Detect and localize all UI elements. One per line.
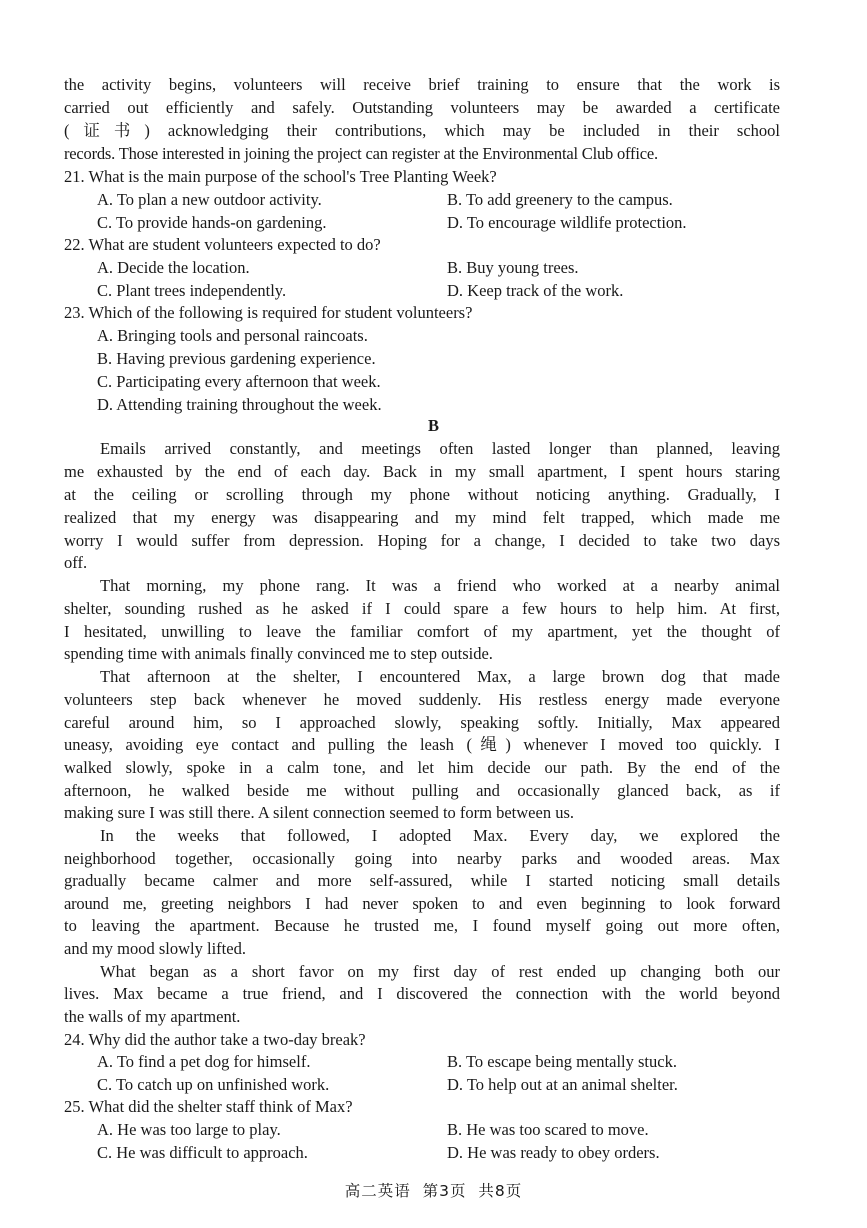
question-25-stem: 25. What did the shelter staff think of Max? [64, 1097, 353, 1116]
page-footer: 高二英语 第3页 共8页 [344, 1182, 523, 1200]
q21-option-c: C. To provide hands-on gardening. [97, 213, 327, 232]
q23-option-a: A. Bringing tools and personal raincoats. [97, 326, 368, 345]
q22-option-a: A. Decide the location. [97, 258, 250, 277]
paragraph-1-line: off. [64, 553, 88, 572]
question-22-stem: 22. What are student volunteers expected to do? [64, 235, 381, 254]
paragraph-5-line: What began as a short favor on my first day of rest ended up changing both our [100, 962, 780, 981]
q22-option-d: D. Keep track of the work. [447, 281, 624, 300]
passage-a-line: records. Those interested in joining the project can register at the Environmental Club office. [64, 144, 658, 163]
q23-option-c: C. Participating every afternoon that week. [97, 372, 381, 391]
q23-option-d: D. Attending training throughout the week. [97, 395, 382, 414]
paragraph-3-line: walked slowly, spoke in a calm tone, and let him decide our path. By the end of the [64, 758, 780, 777]
q25-option-c: C. He was difficult to approach. [97, 1143, 308, 1162]
q22-option-b: B. Buy young trees. [447, 258, 579, 277]
q25-option-b: B. He was too scared to move. [447, 1120, 649, 1139]
paragraph-2-line: shelter, sounding rushed as he asked if I could spare a few hours to help him. At first, [64, 599, 780, 618]
q21-option-d: D. To encourage wildlife protection. [447, 213, 687, 232]
question-24-stem: 24. Why did the author take a two-day break? [64, 1030, 366, 1049]
paragraph-1-line: Emails arrived constantly, and meetings often lasted longer than planned, leaving [100, 439, 780, 458]
paragraph-1-line: me exhausted by the end of each day. Back in my small apartment, I spent hours staring [64, 462, 780, 481]
paragraph-1-line: realized that my energy was disappearing and my mind felt trapped, which made me [64, 508, 780, 527]
paragraph-4-line: gradually became calmer and more self-assured, while I started noticing small details [64, 871, 780, 890]
section-b-heading: B [427, 416, 439, 435]
paragraph-4-line: around me, greeting neighbors I had never spoken to and even beginning to look forward [64, 894, 780, 913]
q25-option-d: D. He was ready to obey orders. [447, 1143, 660, 1162]
paragraph-5-line: lives. Max became a true friend, and I discovered the connection with the world beyond [64, 984, 780, 1003]
paragraph-2-line: spending time with animals finally convinced me to step outside. [64, 644, 493, 663]
paragraph-1-line: at the ceiling or scrolling through my phone without noticing anything. Gradually, I [64, 485, 780, 504]
paragraph-2-line: That morning, my phone rang. It was a friend who worked at a nearby animal [100, 576, 780, 595]
q21-option-a: A. To plan a new outdoor activity. [97, 190, 322, 209]
paragraph-3-line: making sure I was still there. A silent connection seemed to form between us. [64, 803, 575, 822]
q24-option-d: D. To help out at an animal shelter. [447, 1075, 678, 1094]
q25-option-a: A. He was too large to play. [97, 1120, 281, 1139]
paragraph-3-line: afternoon, he walked beside me without pulling and occasionally glanced back, as if [64, 781, 780, 800]
question-23-stem: 23. Which of the following is required for student volunteers? [64, 303, 473, 322]
passage-a-line: the activity begins, volunteers will receive brief training to ensure that the work is [64, 75, 780, 94]
q21-option-b: B. To add greenery to the campus. [447, 190, 673, 209]
paragraph-4-line: In the weeks that followed, I adopted Max. Every day, we explored the [100, 826, 780, 845]
question-21-stem: 21. What is the main purpose of the school's Tree Planting Week? [64, 167, 497, 186]
passage-a-line: (证书) acknowledging their contributions, which may be included in their school [64, 121, 780, 140]
passage-a-line: carried out efficiently and safely. Outstanding volunteers may be awarded a certificate [64, 98, 780, 117]
q24-option-b: B. To escape being mentally stuck. [447, 1052, 677, 1071]
paragraph-1-line: worry I would suffer from depression. Hoping for a change, I decided to take two days [64, 531, 780, 550]
paragraph-4-line: and my mood slowly lifted. [64, 939, 246, 958]
q24-option-c: C. To catch up on unfinished work. [97, 1075, 330, 1094]
paragraph-3-line: volunteers step back whenever he moved suddenly. His restless energy made everyone [64, 690, 780, 709]
paragraph-5-line: the walls of my apartment. [64, 1007, 241, 1026]
paragraph-4-line: to leaving the apartment. Because he trusted me, I found myself going out more often, [64, 916, 780, 935]
paragraph-3-line: uneasy, avoiding eye contact and pulling the leash (绳) whenever I moved too quickly. I [64, 735, 780, 754]
paragraph-4-line: neighborhood together, occasionally going into nearby parks and wooded areas. Max [64, 849, 780, 868]
q23-option-b: B. Having previous gardening experience. [97, 349, 376, 368]
paragraph-3-line: That afternoon at the shelter, I encountered Max, a large brown dog that made [100, 667, 780, 686]
q22-option-c: C. Plant trees independently. [97, 281, 287, 300]
q24-option-a: A. To find a pet dog for himself. [97, 1052, 311, 1071]
paragraph-2-line: I hesitated, unwilling to leave the familiar comfort of my apartment, yet the thought of [64, 622, 780, 641]
paragraph-3-line: careful around him, so I approached slowly, speaking softly. Initially, Max appeared [64, 713, 780, 732]
